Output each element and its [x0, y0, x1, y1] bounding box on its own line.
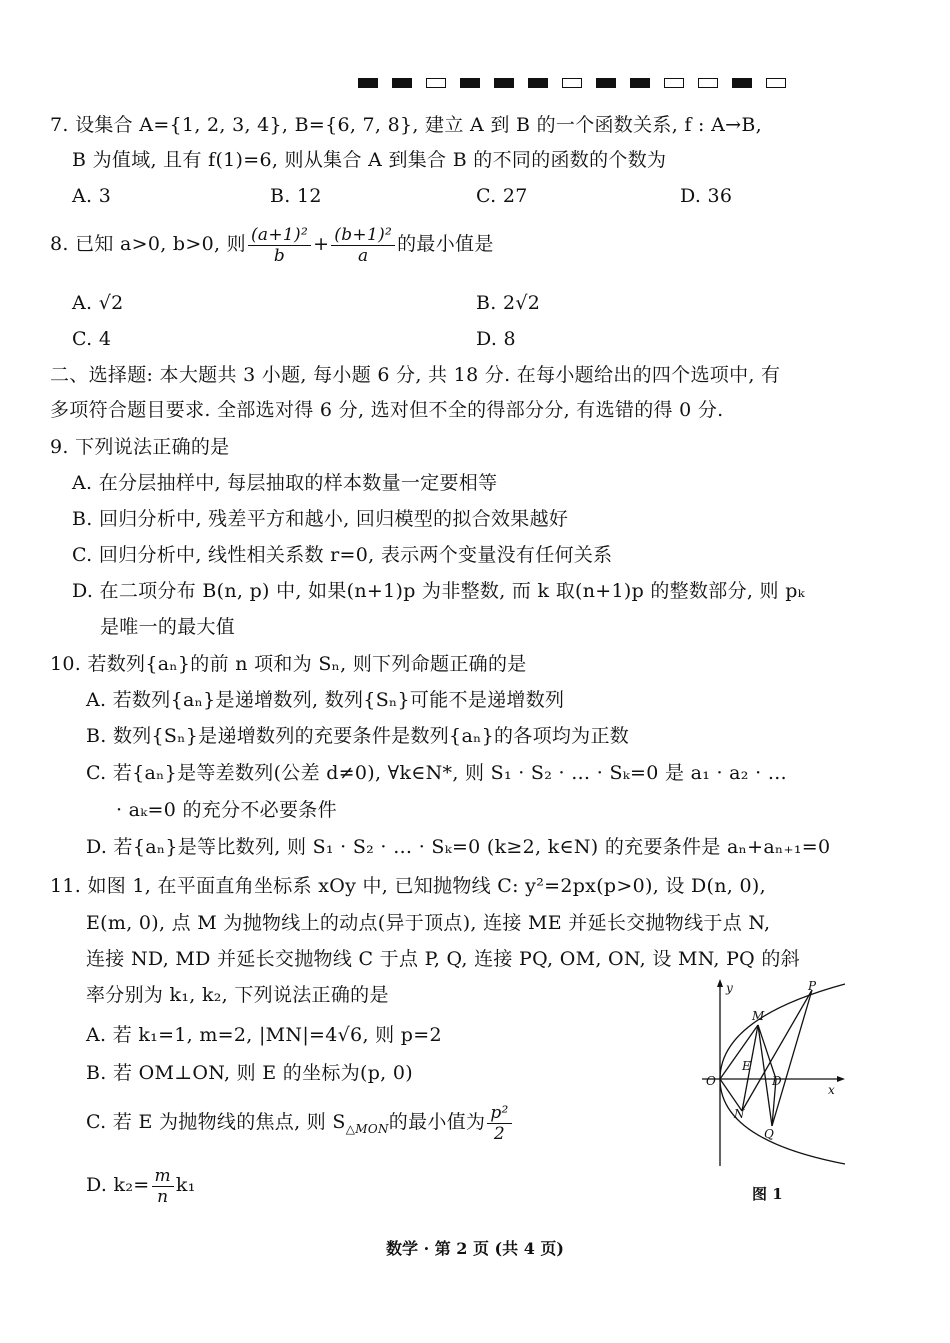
q7-option-d: D. 36 [680, 185, 733, 207]
q11-line4: 率分别为 k₁, k₂, 下列说法正确的是 [86, 984, 389, 1006]
header-mark [630, 78, 650, 88]
q11-c-num: p² [487, 1103, 511, 1124]
q11-c-prefix: C. 若 E 为抛物线的焦点, 则 S [86, 1111, 346, 1133]
segment-pq [772, 990, 812, 1126]
q11-option-b: B. 若 OM⊥ON, 则 E 的坐标为(p, 0) [86, 1062, 413, 1084]
q10-option-b: B. 数列{Sₙ}是递增数列的充要条件是数列{aₙ}的各项均为正数 [86, 725, 630, 747]
header-mark [494, 78, 514, 88]
q9-option-a: A. 在分层抽样中, 每层抽取的样本数量一定要相等 [72, 472, 498, 494]
q8-fraction-1 [248, 225, 311, 266]
q8-option-d: D. 8 [476, 328, 516, 350]
header-mark [766, 78, 786, 88]
q8-frac2-den: a [357, 245, 369, 266]
q11-d-num: m [152, 1166, 174, 1187]
q8-stem [50, 222, 494, 266]
q8-frac2-num: (b+1)² [331, 225, 395, 246]
q10-stem: 10. 若数列{aₙ}的前 n 项和为 Sₙ, 则下列命题正确的是 [50, 653, 527, 675]
q11-c-mid: 的最小值为 [388, 1111, 486, 1133]
q9-option-d-line1: D. 在二项分布 B(n, p) 中, 如果(n+1)p 为非整数, 而 k 取(n+1)p 的整数部分, 则 pₖ [72, 580, 805, 602]
segment-om [720, 1025, 758, 1079]
q9-option-c: C. 回归分析中, 线性相关系数 r=0, 表示两个变量没有任何关系 [72, 544, 613, 566]
q9-stem: 9. 下列说法正确的是 [50, 436, 230, 458]
q11-option-a: A. 若 k₁=1, m=2, |MN|=4√6, 则 p=2 [86, 1024, 442, 1046]
q11-d-prefix: D. k₂= [86, 1174, 150, 1196]
header-mark [562, 78, 582, 88]
header-mark [698, 78, 718, 88]
parabola-figure [700, 978, 850, 1168]
header-mark [596, 78, 616, 88]
label-p: P [808, 979, 817, 993]
q11-line3: 连接 ND, MD 并延长交抛物线 C 于点 P, Q, 连接 PQ, OM, ON, 设 MN, PQ 的斜 [86, 948, 800, 970]
q9-option-b: B. 回归分析中, 残差平方和越小, 回归模型的拟合效果越好 [72, 508, 569, 530]
q8-fraction-2 [331, 225, 395, 266]
q11-line1: 11. 如图 1, 在平面直角坐标系 xOy 中, 已知抛物线 C: y²=2px(p>0), 设 D(n, 0), [50, 875, 766, 897]
label-x: x [828, 1083, 835, 1097]
q8-plus: + [313, 233, 330, 255]
segment-md [758, 1025, 776, 1079]
section2-line2: 多项符合题目要求. 全部选对得 6 分, 选对但不全的得部分分, 有选错的得 0 分. [50, 399, 724, 421]
label-o: O [706, 1074, 716, 1088]
q7-line1: 7. 设集合 A={1, 2, 3, 4}, B={6, 7, 8}, 建立 A 到 B 的一个函数关系, f : A→B, [50, 114, 762, 136]
q7-option-c: C. 27 [476, 185, 528, 207]
q8-frac1-den: b [273, 245, 286, 266]
header-mark [732, 78, 752, 88]
header-mark [460, 78, 480, 88]
q11-c-fraction [487, 1103, 511, 1144]
q8-option-c: C. 4 [72, 328, 112, 350]
q7-option-b: B. 12 [270, 185, 322, 207]
segment-mq [758, 1025, 772, 1126]
label-e: E [742, 1059, 751, 1073]
q11-d-suffix: k₁ [175, 1174, 196, 1196]
q10-option-a: A. 若数列{aₙ}是递增数列, 数列{Sₙ}可能不是递增数列 [86, 689, 565, 711]
figure-caption: 图 1 [752, 1185, 783, 1203]
q10-option-d: D. 若{aₙ}是等比数列, 则 S₁ · S₂ · … · Sₖ=0 (k≥2, k∈N) 的充要条件是 aₙ+aₙ₊₁=0 [86, 836, 831, 858]
parabola-curve [720, 984, 845, 1164]
q11-line2: E(m, 0), 点 M 为抛物线上的动点(异于顶点), 连接 ME 并延长交抛物线于点 N, [86, 912, 771, 934]
header-mark [392, 78, 412, 88]
q11-c-den: 2 [493, 1123, 506, 1144]
q10-option-c-line2: · aₖ=0 的充分不必要条件 [116, 799, 337, 821]
y-axis-arrow [717, 979, 723, 987]
header-mark [358, 78, 378, 88]
q8-prefix: 8. 已知 a>0, b>0, 则 [50, 233, 246, 255]
q8-option-a: A. √2 [72, 292, 124, 314]
q11-d-fraction [152, 1166, 174, 1207]
q8-suffix: 的最小值是 [397, 233, 494, 255]
label-n: N [734, 1107, 745, 1121]
q8-option-b: B. 2√2 [476, 292, 541, 314]
section2-line1: 二、选择题: 本大题共 3 小题, 每小题 6 分, 共 18 分. 在每小题给出的四个选项中, 有 [50, 364, 781, 386]
q10-option-c-line1: C. 若{aₙ}是等差数列(公差 d≠0), ∀k∈N*, 则 S₁ · S₂ · … · Sₖ=0 是 a₁ · a₂ · … [86, 762, 788, 784]
q7-option-a: A. 3 [72, 185, 112, 207]
q11-option-c [86, 1100, 514, 1151]
page-footer: 数学 · 第 2 页 (共 4 页) [386, 1239, 564, 1258]
header-mark [528, 78, 548, 88]
q8-frac1-num: (a+1)² [248, 225, 311, 246]
header-mark [426, 78, 446, 88]
q11-d-den: n [157, 1186, 169, 1207]
header-mark [664, 78, 684, 88]
label-y: y [726, 981, 733, 995]
x-axis-arrow [837, 1076, 845, 1082]
q11-option-d [86, 1163, 196, 1207]
q11-c-subscript: △MON [345, 1121, 389, 1136]
label-d: D [772, 1074, 782, 1088]
label-q: Q [764, 1127, 774, 1141]
q9-option-d-line2: 是唯一的最大值 [100, 616, 236, 638]
header-marks [358, 78, 786, 88]
label-m: M [752, 1009, 765, 1023]
q7-line2: B 为值域, 且有 f(1)=6, 则从集合 A 到集合 B 的不同的函数的个数为 [72, 149, 667, 171]
